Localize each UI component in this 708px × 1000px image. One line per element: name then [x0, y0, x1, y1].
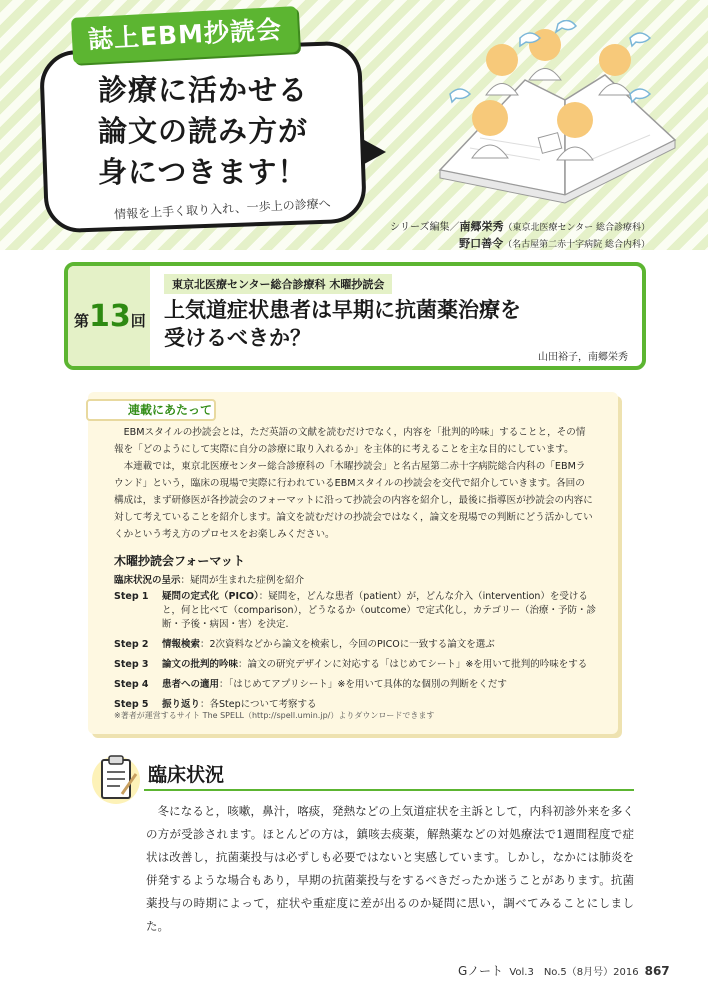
step-text: ：各Stepについて考察する	[200, 699, 317, 710]
intro-paragraph: EBMスタイルの抄読会とは，ただ英語の文献を読むだけでなく，内容を「批判的吟味」することと，その情報を「どのようにして実際に自分の診療に取り入れるか」を主体的に考えることを主な目的にしています。	[114, 427, 586, 455]
page-footer	[458, 962, 670, 979]
study-group-illustration	[430, 20, 680, 210]
editor-name: 南郷栄秀	[459, 220, 504, 233]
step-number: Step 5	[114, 699, 149, 710]
issue-info: Vol.3 No.5（8月号）2016	[509, 967, 639, 978]
step-label: 振り返り	[162, 699, 201, 710]
issue-number-value: 13	[89, 299, 131, 334]
series-label: 誌上EBM抄読会	[71, 6, 299, 64]
article-header	[64, 262, 646, 370]
step-label: 情報検索	[162, 639, 201, 650]
download-note: ※著者が運営するサイト The SPELL（http://spell.umin.jp/）よりダウンロードできます	[114, 711, 435, 720]
step-label: 患者への適用	[162, 679, 220, 690]
format-intro-text: ：疑問が生まれた症例を紹介	[180, 575, 305, 586]
step-text: ：疑問を，どんな患者（patient）が，どんな介入（intervention）を受けると，何と比べて（comparison），どうなるか（outcome）で定式化し，カテゴリー（治療・予防・診断・予後・病因・害）を決定.	[162, 591, 597, 630]
step-number: Step 1	[114, 591, 149, 602]
step-text: ：「はじめてアプリシート」※を用いて具体的な個別の判断をくだす	[219, 679, 507, 690]
format-intro-line	[114, 572, 304, 586]
format-steps	[114, 590, 604, 718]
article-title-line-2: 受けるべきか？	[164, 326, 311, 350]
section-divider	[144, 789, 634, 791]
series-header	[0, 0, 708, 262]
series-title-line-2: 論文の読み方が	[98, 114, 309, 148]
series-subtitle: 情報を上手く取り入れ、一歩上の診療へ	[113, 196, 331, 222]
section-body	[146, 800, 634, 938]
section-title: 臨床状況	[148, 764, 225, 786]
series-title-line-3: 身につきます！	[98, 155, 308, 189]
intro-box	[88, 392, 618, 734]
editor-name: 野口善令	[459, 237, 504, 250]
step-item	[114, 658, 604, 672]
step-label: 論文の批判的吟味	[162, 659, 239, 670]
issue-number	[74, 299, 146, 334]
body-paragraph: 冬になると，咳嗽，鼻汁，喀痰，発熱などの上気道症状を主訴として，内科初診外来を多くの方が受診されます。ほとんどの方は，鎮咳去痰薬，解熱薬などの対処療法で1週間程度で症状は改善し，抗菌薬投与は必ずしも必要ではないと実感しています。しかし，なかには肺炎を併発するような場合もあり，早期の抗菌薬投与をするべきだったか迷うことがあります。抗菌薬投与の時期によって，症状や重症度に差が出るのか疑問に思い，調べてみることにしました。	[146, 804, 634, 933]
step-number: Step 3	[114, 659, 149, 670]
editor-affiliation: （東京北医療センター 総合診療科）	[503, 223, 650, 233]
step-item	[114, 638, 604, 652]
series-title	[98, 70, 398, 193]
step-label: 疑問の定式化（PICO）	[162, 591, 259, 602]
intro-paragraph: 本連載では，東京北医療センター総合診療科の「木曜抄読会」と名古屋第二赤十字病院総合内科の「EBMラウンド」という，臨床の現場で実際に行われているEBMスタイルの抄読会を交代で紹介していきます。各回の構成は，まず研修医が各抄読会のフォーマットに沿って抄読会の内容を紹介し，最後に指導医が抄読会の内容に対して考えていることを紹介します。論文を読むだけの抄読会ではなく，論文を現場での判断にどう活かしていくかという考え方のプロセスをお楽しみください。	[114, 461, 593, 540]
intro-label: 連載にあたって	[86, 399, 216, 421]
issue-number-prefix: 第	[74, 312, 90, 330]
intro-text	[114, 424, 594, 543]
format-title: 木曜抄読会フォーマット	[114, 554, 245, 568]
editor-row-1	[390, 219, 650, 236]
page-number: 867	[644, 964, 670, 978]
step-item	[114, 678, 604, 692]
step-item	[114, 590, 604, 632]
clipboard-icon	[92, 750, 140, 806]
article-title	[164, 296, 521, 352]
series-editors	[390, 219, 650, 253]
editor-role: シリーズ編集／	[389, 222, 460, 233]
article-authors: 山田裕子，南郷栄秀	[538, 352, 628, 363]
format-intro-label: 臨床状況の呈示	[114, 575, 181, 586]
step-text: ：2次資料などから論文を検索し，今回のPICOに一致する論文を選ぶ	[200, 639, 495, 650]
editor-row-2	[390, 236, 650, 253]
issue-number-suffix: 回	[130, 312, 146, 330]
step-number: Step 2	[114, 639, 149, 650]
step-text: ：論文の研究デザインに対応する「はじめてシート」※を用いて批判的吟味をする	[238, 659, 588, 670]
article-tag: 東京北医療センター総合診療科 木曜抄読会	[164, 274, 392, 294]
editor-affiliation: （名古屋第二赤十字病院 総合内科）	[503, 240, 650, 250]
magazine-name: Gノート	[458, 964, 503, 978]
step-number: Step 4	[114, 679, 149, 690]
article-title-line-1: 上気道症状患者は早期に抗菌薬治療を	[164, 298, 521, 322]
series-title-line-1: 診療に活かせる	[98, 73, 309, 107]
